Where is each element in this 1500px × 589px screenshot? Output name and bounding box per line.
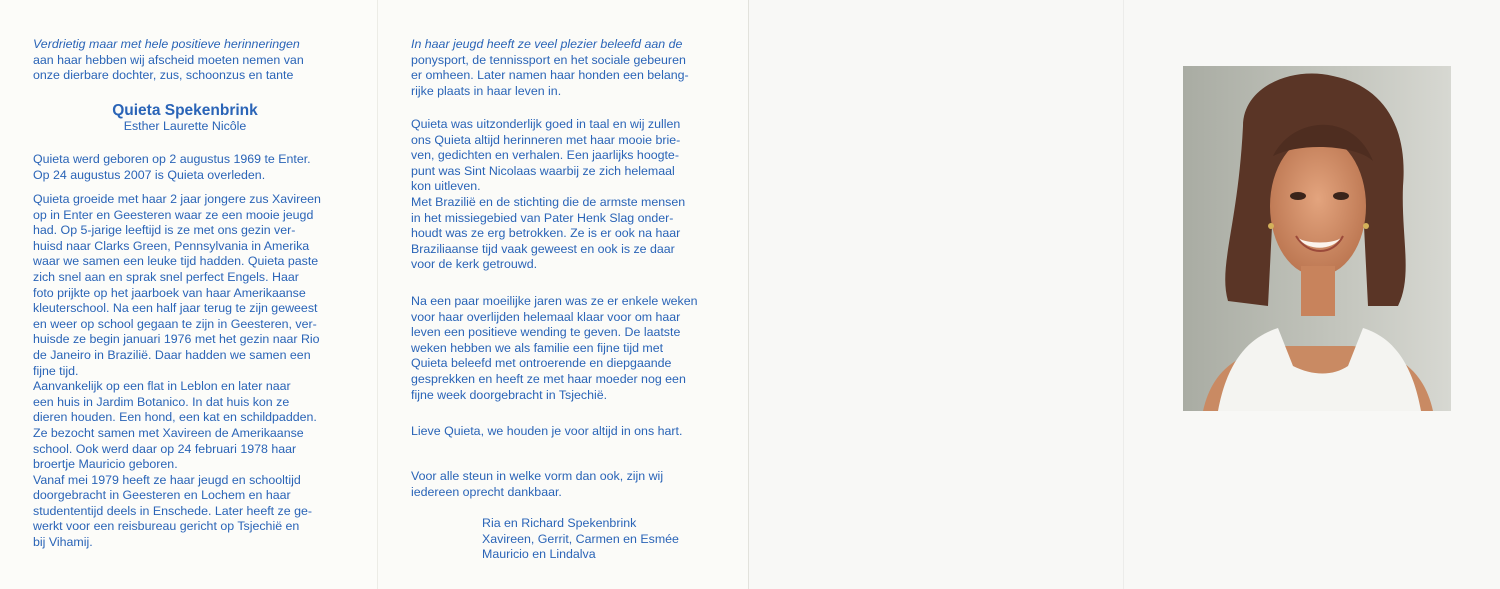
story-line: had. Op 5-jarige leeftijd is ze met ons gezin ver- xyxy=(33,223,296,238)
story-line: studententijd deels in Enschede. Later heeft ze ge- xyxy=(33,503,312,518)
thanks-paragraph xyxy=(411,469,716,500)
language-line: punt was Sint Nicolaas waarbij ze zich helemaal xyxy=(411,163,675,178)
birth-line: Op 24 augustus 2007 is Quieta overleden. xyxy=(33,167,266,182)
story-line: waar we samen een leuke tijd hadden. Quieta paste xyxy=(33,254,319,269)
language-line: ven, gedichten en verhalen. Een jaarlijks hoogte- xyxy=(411,148,679,163)
story-line: broertje Mauricio geboren. xyxy=(33,457,178,472)
story-line: school. Ook werd daar op 24 februari 1978 haar xyxy=(33,441,297,456)
deceased-name: Quieta Spekenbrink xyxy=(112,102,258,119)
final-line: Quieta beleefd met ontroerende en diepgaande xyxy=(411,356,672,371)
final-line: weken hebben we als familie een fijne tijd met xyxy=(411,340,664,355)
story-line: Aanvankelijk op een flat in Leblon en later naar xyxy=(33,379,291,394)
story-line: bij Vihamij. xyxy=(33,535,93,550)
story-line: en weer op school gegaan te zijn in Geesteren, ver- xyxy=(33,316,317,331)
intro-line: Verdrietig maar met hele positieve herinneringen xyxy=(33,37,300,51)
final-weeks-paragraph xyxy=(411,294,716,403)
language-line: Quieta was uitzonderlijk goed in taal en wij zullen xyxy=(411,117,681,131)
portrait-photo xyxy=(1183,66,1451,411)
language-line: Met Brazilië en de stichting die de armste mensen xyxy=(411,194,686,209)
signature-line: Ria en Richard Spekenbrink xyxy=(482,516,637,530)
story-line: zich snel aan en sprak snel perfect Engels. Haar xyxy=(33,269,299,284)
final-line: gesprekken en heeft ze met haar moeder nog een xyxy=(411,371,686,386)
story-line: Vanaf mei 1979 heeft ze haar jeugd en schooltijd xyxy=(33,472,301,487)
intro-paragraph xyxy=(33,37,337,84)
birth-paragraph xyxy=(33,152,337,183)
farewell-line xyxy=(411,424,716,440)
final-line: Na een paar moeilijke jaren was ze er enkele weken xyxy=(411,294,698,308)
story-line: op in Enter en Geesteren waar ze een mooie jeugd xyxy=(33,207,314,222)
farewell-text: Lieve Quieta, we houden je voor altijd in ons hart. xyxy=(411,424,683,438)
birth-line: Quieta werd geboren op 2 augustus 1969 te Enter. xyxy=(33,152,311,166)
youth-line: In haar jeugd heeft ze veel plezier beleefd aan de xyxy=(411,37,683,51)
deceased-full-name: Esther Laurette Nicôle xyxy=(123,118,247,133)
story-line: huisd naar Clarks Green, Pennsylvania in Amerika xyxy=(33,238,310,253)
signature-line: Xavireen, Gerrit, Carmen en Esmée xyxy=(482,531,679,546)
story-line: foto prijkte op het jaarboek van haar Amerikaanse xyxy=(33,285,306,300)
language-line: voor de kerk getrouwd. xyxy=(411,257,538,272)
life-story-paragraph xyxy=(33,192,337,551)
name-block xyxy=(33,103,337,134)
story-line: de Janeiro in Brazilië. Daar hadden we samen een xyxy=(33,347,311,362)
intro-line: aan haar hebben wij afscheid moeten nemen van xyxy=(33,52,304,67)
story-line: kleuterschool. Na een half jaar terug te zijn geweest xyxy=(33,301,318,316)
language-line: in het missiegebied van Pater Henk Slag onder- xyxy=(411,210,674,225)
story-line: een huis in Jardim Botanico. In dat huis kon ze xyxy=(33,394,290,409)
final-line: fijne week doorgebracht in Tsjechië. xyxy=(411,387,608,402)
final-line: voor haar overlijden helemaal klaar voor om haar xyxy=(411,309,681,324)
story-line: Ze bezocht samen met Xavireen de Amerikaanse xyxy=(33,425,304,440)
youth-line: ponysport, de tennissport en het sociale gebeuren xyxy=(411,52,686,67)
thanks-line: iedereen oprecht dankbaar. xyxy=(411,484,562,499)
language-line: houdt was ze erg betrokken. Ze is er ook na haar xyxy=(411,226,681,241)
story-line: dieren houden. Een hond, een kat en schildpadden. xyxy=(33,410,317,425)
signature-block xyxy=(482,516,716,563)
story-line: werkt voor een reisbureau gericht op Tsjechië en xyxy=(33,519,300,534)
final-line: leven een positieve wending te geven. De laatste xyxy=(411,325,681,340)
youth-paragraph xyxy=(411,37,716,99)
story-line: Quieta groeide met haar 2 jaar jongere zus Xavireen xyxy=(33,192,321,206)
story-line: fijne tijd. xyxy=(33,363,79,378)
card-fold-line xyxy=(1123,0,1124,589)
youth-line: rijke plaats in haar leven in. xyxy=(411,83,562,98)
language-line: Braziliaanse tijd vaak geweest en ook is ze daar xyxy=(411,241,675,256)
thanks-line: Voor alle steun in welke vorm dan ook, zijn wij xyxy=(411,469,664,483)
language-line: ons Quieta altijd herinneren met haar mooie brie- xyxy=(411,132,681,147)
story-line: doorgebracht in Geesteren en Lochem en haar xyxy=(33,488,291,503)
youth-line: er omheen. Later namen haar honden een belang- xyxy=(411,68,689,83)
language-line: kon uitleven. xyxy=(411,179,481,194)
signature-line: Mauricio en Lindalva xyxy=(482,547,596,562)
intro-line: onze dierbare dochter, zus, schoonzus en tante xyxy=(33,68,294,83)
story-line: huisde ze begin januari 1976 met het gezin naar Rio xyxy=(33,332,320,347)
language-paragraph xyxy=(411,117,716,273)
